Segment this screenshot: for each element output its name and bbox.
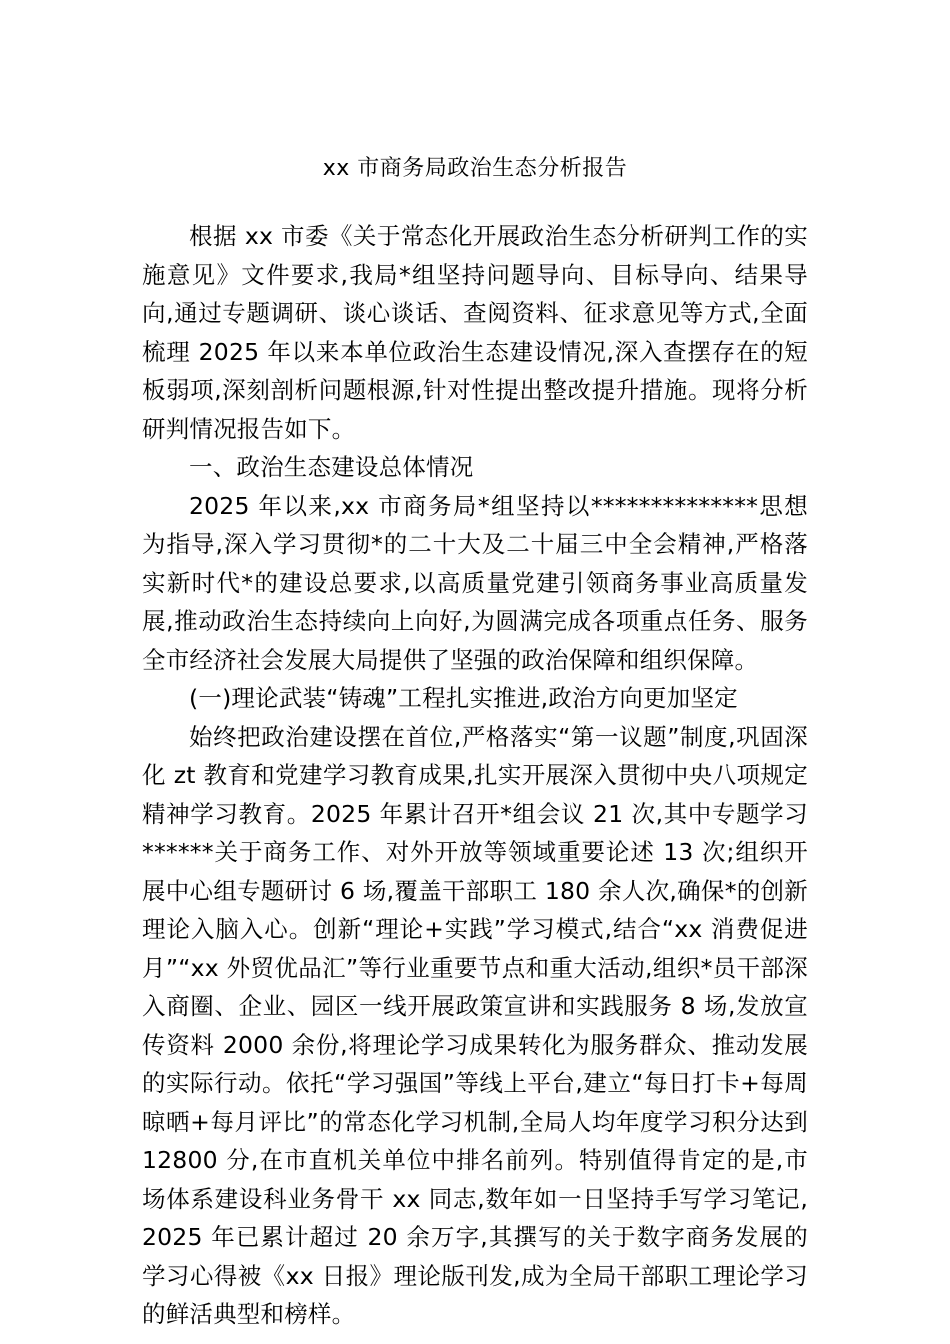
document-page	[142, 150, 808, 1334]
detail-paragraph: 始终把政治建设摆在首位,严格落实“第一议题”制度,巩固深化 zt 教育和党建学习教育成果,扎实开展深入贯彻中央八项规定精神学习教育。2025 年累计召开*组会议 21 次,其中专题学习******关于商务工作、对外开放等领域重要论述 13 次;组织开展中心组专题研讨 6 场,覆盖干部职工 180 余人次,确保*的创新理论入脑入心。创新“理论+实践”学习模式,结合“xx 消费促进月”“xx 外贸优品汇”等行业重要节点和重大活动,组织*员干部深入商圈、企业、园区一线开展政策宣讲和实践服务 8 场,发放宣传资料 2000 余份,将理论学习成果转化为服务群众、推动发展的实际行动。依托“学习强国”等线上平台,建立“每日打卡+每周晾晒+每月评比”的常态化学习机制,全局人均年度学习积分达到 12800 分,在市直机关单位中排名前列。特别值得肯定的是,市场体系建设科业务骨干 xx 同志,数年如一日坚持手写学习笔记,2025 年已累计超过 20 余万字,其撰写的关于数字商务发展的学习心得被《xx 日报》理论版刊发,成为全局干部职工理论学习的鲜活典型和榜样。	[142, 722, 808, 1328]
overview-paragraph: 2025 年以来,xx 市商务局*组坚持以**************思想为指导,深入学习贯彻*的二十大及二十届三中全会精神,严格落实新时代*的建设总要求,以高质量党建引领商务事业高质量发展,推动政治生态持续向上向好,为圆满完成各项重点任务、服务全市经济社会发展大局提供了坚强的政治保障和组织保障。	[142, 491, 808, 674]
intro-paragraph: 根据 xx 市委《关于常态化开展政治生态分析研判工作的实施意见》文件要求,我局*组坚持问题导向、目标导向、结果导向,通过专题调研、谈心谈话、查阅资料、征求意见等方式,全面梳理 2025 年以来本单位政治生态建设情况,深入查摆存在的短板弱项,深刻剖析问题根源,针对性提出整改提升措施。现将分析研判情况报告如下。	[142, 222, 808, 443]
subsection-heading: (一)理论武装“铸魂”工程扎实推进,政治方向更加坚定	[189, 684, 738, 712]
document-title: xx 市商务局政治生态分析报告	[322, 156, 628, 181]
section-heading: 一、政治生态建设总体情况	[189, 453, 474, 481]
